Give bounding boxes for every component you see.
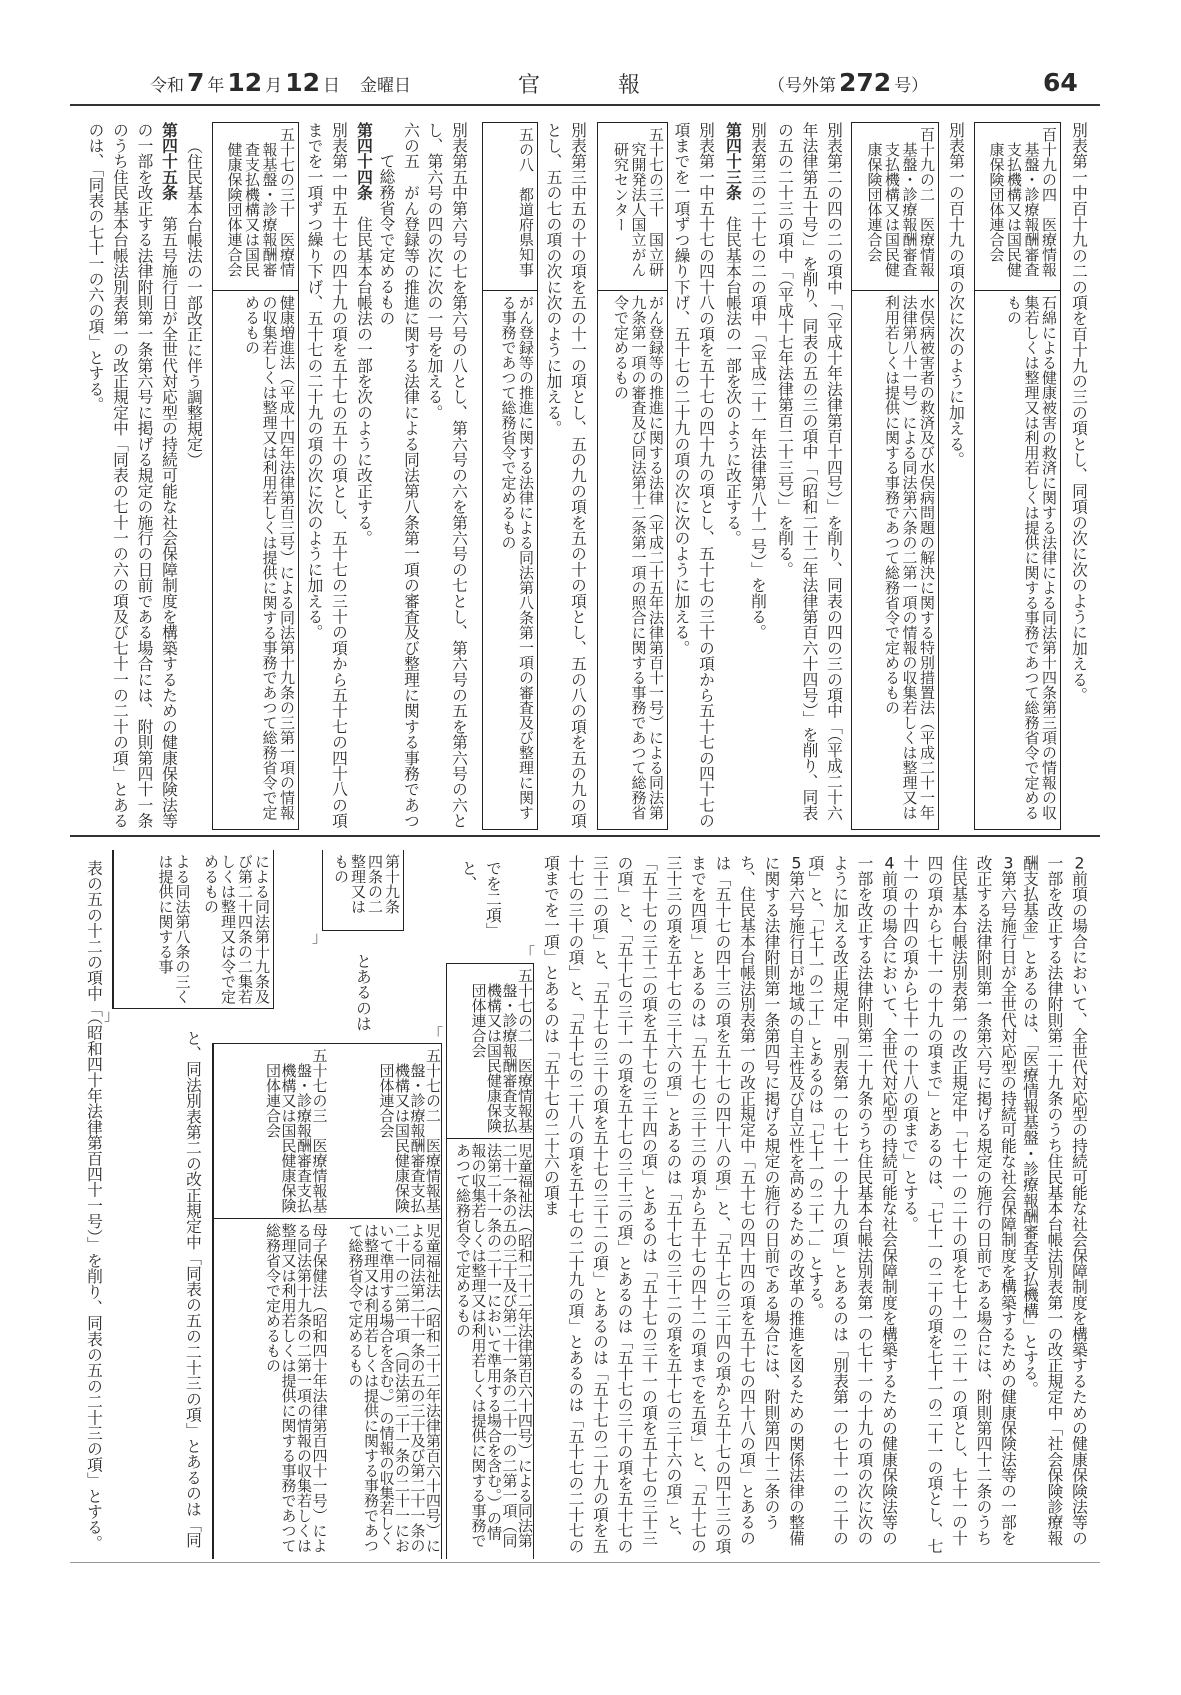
- paragraph-2: [1016, 855, 1091, 1557]
- table-body-cell: がん登録等の推進に関する法律による同法第八条第一項の審査及び整理に関する事務であつて総務省令で定めるもの: [499, 295, 535, 820]
- paragraph: 別表第一中百十九の二の項を百十九の三の項とし、同項の次に次のように加える。: [1070, 122, 1089, 703]
- paragraph: 別表第一中五十七の四十九の項を五十七の五十の項とし、五十七の三十の項から五十七の四十八の項までを一項ずつ繰り下げ、五十七の二十九の項の次に次のように加える。: [305, 122, 349, 829]
- gazette-title-1: 官: [518, 73, 541, 98]
- month-unit: 月: [265, 76, 283, 96]
- table-head-cell: 百十九の二 医療情報基盤・診療報酬審査支払機構又は国民健康保険団体連合会: [852, 123, 938, 291]
- bottom-rule: [70, 1562, 1100, 1563]
- article-43: [720, 122, 745, 832]
- table-head-cell: 五十七の三 医療情報基盤・診療報酬審査支払機構又は国民健康保険団体連合会: [214, 1044, 328, 1219]
- table-cell: よる同法第八条の三くは提供に関する事: [156, 854, 192, 1004]
- table-box-tail: [112, 850, 274, 1009]
- table-box: [212, 122, 299, 830]
- table-body-cell: がん登録等の推進に関する法律（平成二十五年法律第百十一号）による同法第九条第一項の審査及び同法第十二条第一項の照合に関する事務であつて総務省令で定めるもの: [612, 295, 665, 820]
- day: 12: [285, 68, 320, 97]
- table-body-cell: 児童福祉法（昭和二十二年法律第百六十四号）による同法第二十一条の五の三十及び第二十一条の二十一の二第一項（同法第二十一条の二十一において準用する場合を含む。）の情報の収集若しくは整理又は利用若しくは提供に関する事務であつて総務省令で定めるもの: [346, 1223, 442, 1553]
- issue-suffix: 号）: [894, 76, 929, 96]
- table-box: [597, 122, 668, 830]
- table-column: [194, 850, 274, 1008]
- issue-prefix: （号外第: [768, 76, 836, 96]
- table-cell: 第十九条四条の二整理又はもの: [332, 854, 401, 914]
- article-title: 第四十五条: [160, 122, 179, 201]
- table-box-tail: [322, 850, 404, 931]
- section-divider: [70, 835, 1100, 837]
- table-column: [113, 850, 194, 1008]
- open-quote: 「: [520, 944, 536, 962]
- paragraph-number: 4: [884, 855, 895, 871]
- article-title: 第四十三条: [724, 122, 743, 201]
- table-column: [213, 1044, 328, 1559]
- paragraph: 別表第一中五十七の四十八の項を五十七の四十九の項とし、五十七の三十の項から五十七の四十七の項までを一項ずつ繰り下げ、五十七の二十九の項の次に次のように加える。: [672, 122, 716, 829]
- paragraph-5-tail: でを二項」と、: [459, 860, 503, 939]
- table-box: [446, 963, 534, 1559]
- era: 令和: [150, 76, 184, 96]
- paragraph: 別表第三の二十七の二の項中「（平成二十一年法律第八十一号）」を削る。: [749, 122, 768, 641]
- table-box-two-column: [212, 1043, 442, 1559]
- table-box: [851, 122, 939, 830]
- provision-caption: （住民基本台帳法の一部改正に伴う調整規定）: [185, 138, 204, 468]
- issue-number-value: 272: [839, 68, 892, 97]
- close-quote: 」: [104, 1006, 120, 1024]
- article-44: [351, 122, 376, 832]
- year-unit: 年: [207, 76, 225, 96]
- table-head-cell: 五の八 都道府県知事: [483, 123, 537, 291]
- table-body-cell: 健康増進法（平成十四年法律第百三号）による同法第十九条の三第一項の情報の収集若しくは整理又は利用若しくは提供に関する事務であつて総務省令で定めるもの: [243, 295, 296, 820]
- table-box: [974, 122, 1061, 830]
- open-quote: 「: [428, 1025, 444, 1043]
- paragraph-number: 5: [791, 855, 802, 871]
- paragraph-text: 前項の場合において、全世代対応型の持続可能な社会保障制度を構築するための健康保険法等の一部を改正する法律附則第二十九条のうち住民基本台帳法別表第一の改正規定中「社会保険診療報酬支払基金」とあるのは、「医療情報基盤・診療報酬審査支払機構」とする。: [1021, 855, 1089, 1546]
- article-text: 住民基本台帳法の一部を次のように改正する。: [724, 200, 743, 546]
- table-head-cell: 百十九の四 医療情報基盤・診療報酬審査支払機構又は国民健康保険団体連合会: [975, 123, 1060, 291]
- paragraph: 別表第五中第六号の七を第六号の八とし、第六号の六を第六号の七とし、第六号の五を第六号の六とし、第六号の四の次に次の一号を加える。: [425, 122, 469, 829]
- paragraph-text: 第六号施行日が地域の自主性及び自立性を高めるための改革の推進を図るための関係法律の整備に関する法律附則第一条第四号に掲げる規定の施行の日前である場合には、附則第四十二条のうち、住民基本台帳法別表第一の改正規定中「五十七の四十四の項を五十七の四十八の項」とあるのは「五十七の四十三の項を五十七の四十八の項」と、「五十七の三十四の項から五十七の四十三の項までを四項」とあるのは「五十七の三十三の項から五十七の四十二の項までを五項」と、「五十七の三十三の項を五十七の三十六の項」とあるのは「五十七の三十二の項を五十七の三十六の項」と、「五十七の三十二の項を五十七の三十四の項」とあるのは「五十七の三十一の項を五十七の三十三の項」と、「五十七の三十一の項を五十七の三十三の項」とあるのは「五十七の三十の項を五十七の三十二の項」と、「五十七の三十の項を五十七の三十二の項」とあるのは「五十七の二十九の項を五十七の三十の項」と、「五十七の二十八の項を五十七の二十九の項」とあるのは「五十七の二十七の項までを一項」とあるのは「五十七の二十六の項ま: [542, 855, 806, 1554]
- header-rule: [70, 104, 1100, 106]
- paragraph-3: [895, 855, 1020, 1557]
- table-box: [482, 122, 538, 830]
- gazette-title-2: 報: [618, 73, 641, 98]
- item-6-5: 六の五 がん登録等の推進に関する法律による同法第八条第一項の審査及び整理に関する事務であつて総務省令で定めるもの: [377, 122, 421, 829]
- paragraph: 別表第一の百十九の項の次に次のように加える。: [947, 122, 966, 468]
- table-body-cell: 児童福祉法（昭和二十二年法律第百六十四号）による同法第二十一条の五の三十及び第二十一条の二十一の二第一項（同法第二十一条の二十一において準用する場合を含む。）の情報の収集若しくは整理又は利用若しくは提供に関する事務であつて総務省令で定めるもの: [454, 1143, 534, 1548]
- issue-date: [150, 68, 411, 102]
- connector-text: とあるのは: [354, 953, 373, 1032]
- table-head-cell: 五十七の三十 医療情報基盤・診療報酬審査支払機構又は国民健康保険団体連合会: [213, 123, 298, 291]
- issue-number: [768, 68, 928, 102]
- paragraph-4: [801, 855, 901, 1557]
- paragraph-5: [533, 855, 808, 1557]
- paragraph: と、同法別表第二の改正規定中「同表の五の二十三の項」とあるのは「同: [184, 1030, 203, 1549]
- year: 7: [187, 68, 205, 97]
- paragraph: 別表第二の四の二の項中「（平成十年法律第百十四号）」を削り、同表の四の三の項中「（平成二十六年法律第五十号）」を削り、同表の五の三の項中「（昭和二十二年法律第百六十四号）」を削り、同表の五の二十三の項中「（平成十七年法律第百二十三号）」を削る。: [776, 122, 844, 821]
- paragraph-number: 2: [1074, 855, 1085, 871]
- article-title: 第四十四条: [355, 122, 374, 201]
- weekday: 金曜日: [360, 76, 411, 96]
- paragraph: 別表第三中五の十の項を五の十一の項とし、五の九の項を五の十の項とし、五の八の項を五の九の項とし、五の七の項の次に次のように加える。: [544, 122, 588, 829]
- table-column: [328, 1044, 442, 1559]
- day-unit: 日: [323, 76, 340, 96]
- table-head-cell: 五十七の二 医療情報基盤・診療報酬審査支払機構又は国民健康保険団体連合会: [447, 964, 533, 1139]
- paragraph-number: 3: [1003, 855, 1014, 871]
- close-quote: 」: [312, 928, 328, 946]
- article-text: 第五号施行日が全世代対応型の持続可能な社会保障制度を構築するための健康保険法等の一部を改正する法律附則第一条第六号に掲げる規定の施行の日前である場合には、附則第四十一条のうち住民基本台帳法別表第一の改正規定中「同表の七十一の六の項及び七十一の二十の項」とあるのは、「同表の七十一の六の項」とする。: [86, 122, 179, 829]
- paragraph-text: 前項の場合において、全世代対応型の持続可能な社会保障制度を構築するための健康保険法等の一部を改正する法律附則第二十九条のうち住民基本台帳法別表第一の七十一の十九の項の次に次のように加える改正規定中「別表第一の七十一の十九の項」とあるのは「別表第一の七十一の二十の項」と、「七十一の二十」とあるのは「七十一の二十一」とする。: [806, 855, 899, 1546]
- page-number: 64: [1043, 68, 1078, 97]
- paragraph: 表の五の十二の項中「（昭和四十年法律第百四十一号）」を削り、同表の五の二十三の項」とする。: [85, 860, 104, 1551]
- paragraph-text: 第六号施行日が全世代対応型の持続可能な社会保障制度を構築するための健康保険法等の一部を改正する法律附則第一条第六号に掲げる規定の施行の日前である場合には、附則第四十二条のうち住民基本台帳法別表第一の改正規定中「七十一の二十の項を七十一の二十一の項とし、七十一の十四の項から七十一の十九の項まで」とあるのは、「七十一の二十の項を七十一の二十一の項とし、七十一の十四の項から七十一の十八の項まで」とする。: [901, 855, 1018, 1554]
- month: 12: [227, 68, 263, 97]
- table-head-cell: 五十七の二 医療情報基盤・診療報酬審査支払機構又は国民健康保険団体連合会: [328, 1044, 442, 1219]
- table-cell: による同法第十九条及び第二十四条の二集若しくは整理又は令で定めるもの: [202, 854, 271, 1004]
- article-45: [81, 122, 181, 832]
- article-text: 住民基本台帳法の一部を次のように改正する。: [355, 200, 374, 546]
- table-body-cell: 石綿による健康被害の救済に関する法律による同法第十四条第三項の情報の収集若しくは整理又は利用若しくは提供に関する事務であつて総務省令で定めるもの: [1005, 295, 1058, 820]
- table-body-cell: 母子保健法（昭和四十年法律第百四十一号）による同法第十九条の二第一項の情報の収集若しくは整理又は利用若しくは提供に関する事務であつて総務省令で定めるもの: [264, 1223, 329, 1553]
- table-body-cell: 水俣病被害者の救済及び水俣病問題の解決に関する特別措置法（平成二十一年法律第八十一号）による同法第六条の二第一項の情報の収集若しくは整理又は利用若しくは提供に関する事務であつて総務省令で定めるもの: [883, 295, 936, 820]
- table-head-cell: 五十七の三十 国立研究開発法人国立がん研究センター: [598, 123, 667, 291]
